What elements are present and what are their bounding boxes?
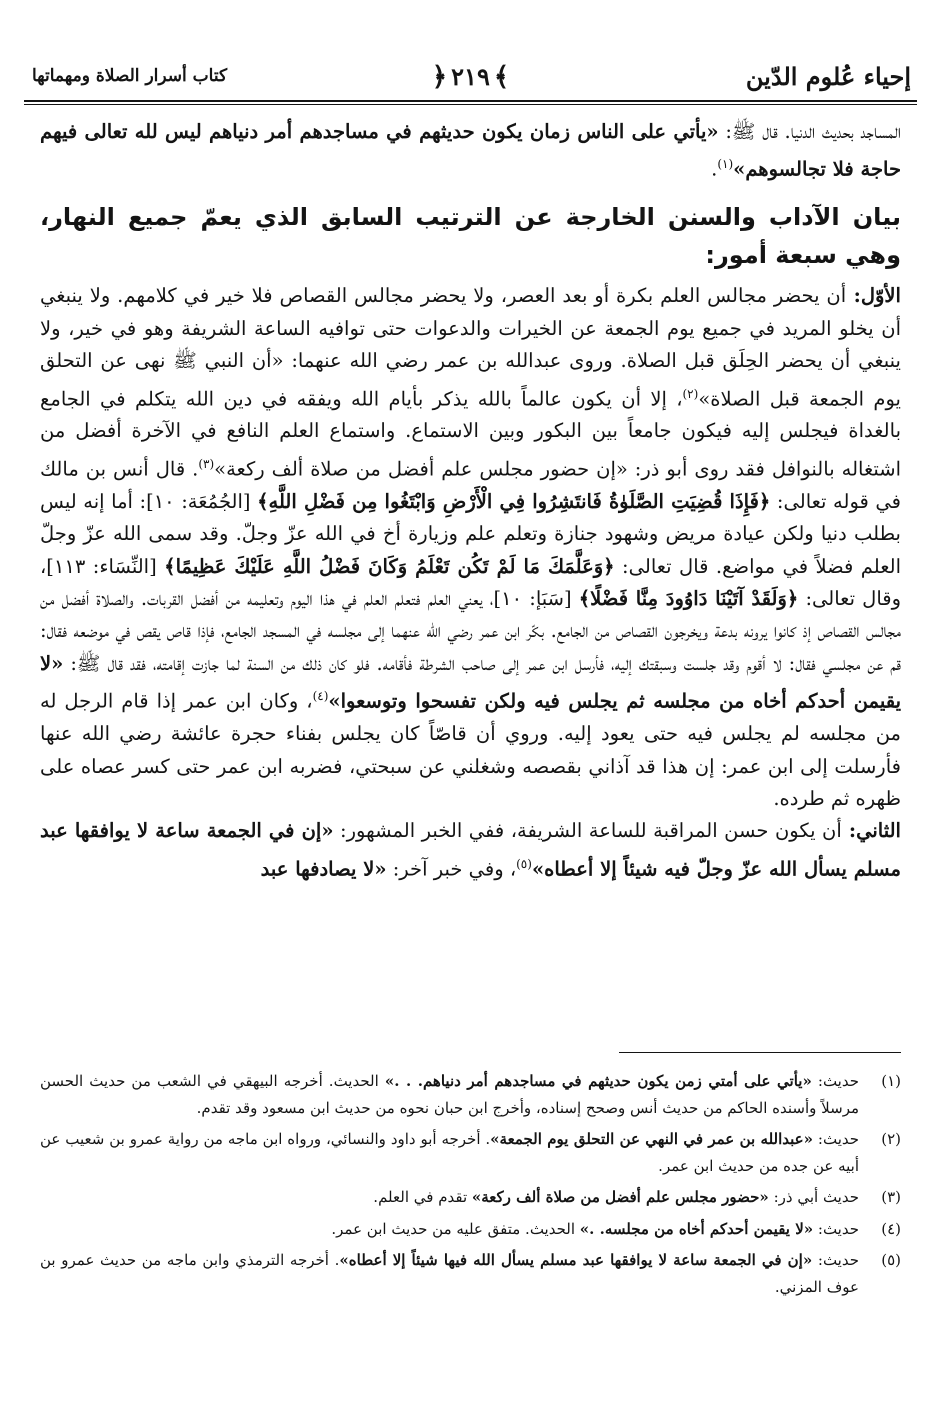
footnote-ref-5: (٥) [516,856,532,871]
footnote [40,1068,901,1121]
footnote-number: (٣) [881,1188,901,1206]
hadith-6: «لا يصادفها عبد [260,857,387,881]
header-rule [24,100,917,102]
first-label: الأوّل: [846,284,901,308]
intro-paragraph [40,116,901,186]
footnote-ref-4: (٤) [312,689,329,704]
second-text-2: ، وفي خبر آخر: [386,857,517,881]
first-text-5: [النِّسَاء: ١١٣]، وقال تعالى: [40,554,902,610]
chapter-title: كتاب أسرار الصلاة ومهماتها [32,66,228,86]
footnote-text: حديث: «يأتي على أمتي زمن يكون حديثهم في مساجدهم أمر دنياهم. . .» الحديث. أخرجه البيهقي في الشعب من حديث الحسن مرسلاً وأسنده الحاكم من حديث أنس وصحح إسناده، وأخرج ابن حبان نحوه من حديث ابن مسعود وقد تقدم. [40,1072,860,1117]
quran-verse-1: ﴿فَإِذَا قُضِيَتِ الصَّلَوٰةُ فَانتَشِرُوا فِي الْأَرْضِ وَابْتَغُوا مِن فَضْلِ اللَّهِ﴾ [257,489,771,513]
footnote [40,1247,901,1300]
first-text-4: [الجُمُعَة: ١٠]: أما إنه ليس بطلب دنيا ولكن عيادة مريض وشهود جنازة وتعلم علم وزيارة أخ في الله عزّ وجلّ. وقد سمى الله عزّ وجلّ العلم فضلاً في مواضع. قال تعالى: [40,489,902,578]
first-text-2: ، إلا أن يكون عالماً بالله يذكر بأيام الله ويفقه في دين الله يتكلم في الجامع بالغداة فيجلس إليه فيكون جامعاً بين البكور وبين الاستماع. واستماع العلم النافع في الآخرة أفضل من اشتغاله بالنوافل فقد روى أبو ذر: «إن حضور مجلس علم أفضل من صلاة ألف ركعة» [40,387,901,481]
page-number: ٢١٩ [451,62,490,91]
first-text-7: ، وكان ابن عمر إذا قام الرجل له من مجلسه لم يجلس فيه حتى يعود إليه. وروي أن قاصّاً كان يجلس بفناء حجرة عائشة رضي الله عنها فأرسلت إلى ابن عمر: إن هذا قد آذاني بقصصه وشغلني عن سبحتي، فضربه ابن عمر حتى كسر عصاه على ظهره ثم طرده. [40,689,901,810]
second-paragraph [40,815,901,885]
footnote-text: حديث: «لا يقيمن أحدكم أخاه من مجلسه. .» الحديث. متفق عليه من حديث ابن عمر. [331,1219,859,1238]
book-title: إحياء عُلوم الدّين [745,62,911,91]
quran-verse-2: ﴿وَعَلَّمَكَ مَا لَمْ تَكُن تَعْلَمُ وَكَانَ فَضْلُ اللَّهِ عَلَيْكَ عَظِيمًا﴾ [164,554,615,578]
footnote-number: (٤) [881,1219,901,1238]
page-header [24,56,917,96]
footnote-ref-3: (٣) [198,456,215,471]
intro-tail: . [711,157,718,181]
ornament-left: ﴿ [431,62,448,92]
footnotes [40,1068,901,1305]
hadith-5: «إن في الجمعة ساعة لا يوافقها عبد مسلم يسأل الله عزّ وجلّ فيه شيئاً إلا أعطاه» [40,819,901,881]
section-heading: بيان الآداب والسنن الخارجة عن الترتيب السابق الذي يعمّ جميع النهار، وهي سبعة أمور: [40,203,901,270]
footnote-text: حديث: «عبدالله بن عمر في النهي عن التحلق يوم الجمعة». أخرجه أبو داود والنسائي، ورواه ابن ماجه من رواية عمرو بن شعيب عن أبيه عن جده من حديث ابن عمر. [40,1130,860,1175]
first-text-3: . قال أنس بن مالك في قوله تعالى: [40,457,901,513]
footnote [40,1216,901,1243]
first-text-1: أن يحضر مجالس العلم بكرة أو بعد العصر، ولا يحضر مجالس القصاص فلا خير في كلامهم. ولا ينبغي أن يخلو المريد في جميع يوم الجمعة عن الخيرات والدعوات حتى توافيه الساعة الشريفة وهو في خير، ولا ينبغي أن يحضر الحِلَق قبل الصلاة. وروى عبدالله بن عمر رضي الله عنهما: «أن النبي ﷺ نهى عن التحلق يوم الجمعة قبل الصلاة» [40,284,901,411]
footnote-separator [619,1052,901,1053]
second-text-1: أن يكون حسن المراقبة للساعة الشريفة، ففي الخبر المشهور: [333,819,842,843]
ornament-right: ﴾ [493,62,510,92]
intro-hadith: «يأتي على الناس زمان يكون حديثهم في مساجدهم أمر دنياهم ليس لله تعالى فيهم حاجة فلا تجالسوهم» [40,120,901,181]
header-rule-thin [24,104,917,105]
footnote [40,1126,901,1179]
second-label: الثاني: [841,819,901,843]
footnote-text: حديث: «إن في الجمعة ساعة لا يوافقها عبد مسلم يسأل الله فيها شيئاً إلا أعطاه». أخرجه الترمذي وابن ماجه من حديث عمرو بن عوف المزني. [40,1251,859,1296]
main-text [40,116,901,886]
intro-lead: المساجد بحديث الدنيا. قال ﷺ: [718,120,901,143]
quran-verse-3: ﴿وَلَقَدْ آتَيْنَا دَاوُودَ مِنَّا فَضْلًا﴾ [578,586,799,610]
first-text-6: [سَبَإ: ١٠]، يعني العلم فتعلم العلم في هذا اليوم وتعليمه من أفضل القربات. والصلاة أفضل من مجالس القصاص إذ كانوا يرونه بدعة ويخرجون القصاص من الجامع. بكّر ابن عمر رضي الله عنهما إلى مجلسه في المسجد الجامع، فإذا قاص يقص في موضعه فقال: قم عن مجلسي فقال: لا أقوم وقد جلست وسبقتك إليه، فأرسل ابن عمر إلى صاحب الشرطة فأقامه. فلو كان ذلك من السنة لما جازت إقامته، فقد قال ﷺ: [40,586,901,675]
footnote-number: (١) [881,1072,901,1090]
footnote-ref-1: (١) [717,157,734,172]
footnote-number: (٥) [881,1251,901,1269]
footnote-text: حديث أبي ذر: «حضور مجلس علم أفضل من صلاة ألف ركعة» تقدم في العلم. [373,1188,859,1206]
footnote-ref-2: (٢) [682,386,699,401]
footnote-number: (٢) [881,1130,901,1148]
hadith-4: «لا يقيمن أحدكم أخاه من مجلسه ثم يجلس فيه ولكن تفسحوا وتوسعوا» [40,651,901,713]
first-paragraph [40,280,901,815]
footnote [40,1184,901,1211]
